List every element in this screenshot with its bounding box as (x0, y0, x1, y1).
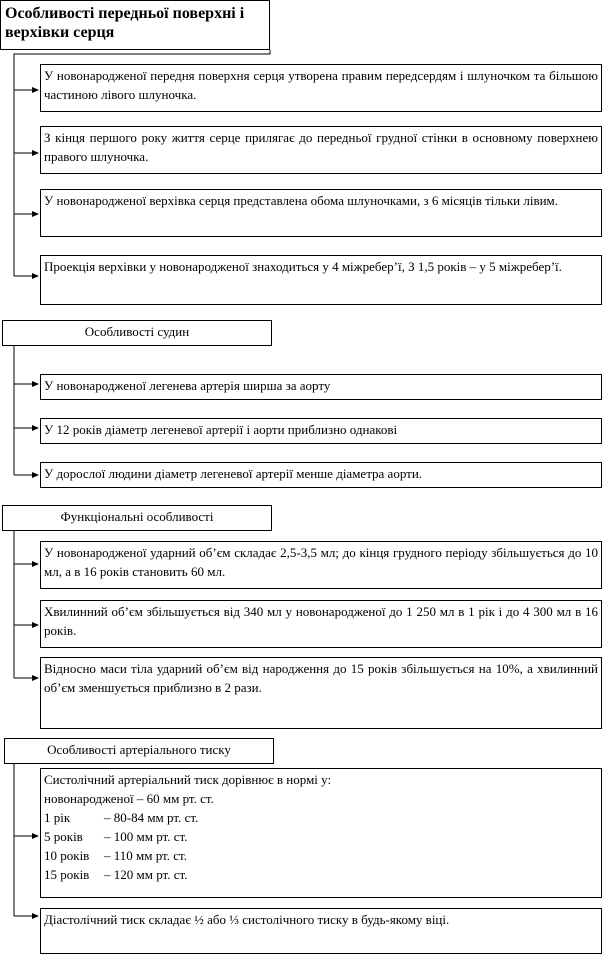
systolic-value: – 80-84 мм рт. ст. (104, 810, 199, 825)
item-box: У дорослої людини діаметр легеневої артерії менше діаметра аорти. (40, 462, 602, 488)
systolic-newborn: новонародженої – 60 мм рт. ст. (44, 791, 214, 806)
systolic-row (44, 808, 598, 827)
item-box: З кінця першого року життя серце прилягає до передньої грудної стінки в основному поверхнею правого шлуночка. (40, 126, 602, 174)
diastolic-box: Діастолічний тиск складає ½ або ⅓ систолічного тиску в будь-якому віці. (40, 908, 602, 954)
systolic-row (44, 865, 598, 884)
item-box: Хвилинний об’єм збільшується від 340 мл у новонародженої до 1 250 мл в 1 рік і до 4 300 мл в 16 років. (40, 600, 602, 648)
section-header-blood-pressure: Особливості артеріального тиску (4, 738, 274, 764)
systolic-age: 1 рік (44, 810, 71, 825)
systolic-value: – 120 мм рт. ст. (104, 867, 188, 882)
systolic-row (44, 827, 598, 846)
item-box: У новонародженої легенева артерія ширша за аорту (40, 374, 602, 400)
item-box: У новонародженої передня поверхня серця утворена правим передсердям і шлуночком та більшою частиною лівого шлуночка. (40, 64, 602, 112)
section-header-functional: Функціональні особливості (2, 505, 272, 531)
item-box: У новонародженої ударний об’єм складає 2,5-3,5 мл; до кінця грудного періоду збільшується до 10 мл, а в 16 років становить 60 мл. (40, 541, 602, 589)
systolic-value: – 110 мм рт. ст. (104, 848, 187, 863)
systolic-box (40, 768, 602, 898)
systolic-row (44, 846, 598, 865)
item-box: У новонародженої верхівка серця представлена обома шлуночками, з 6 місяців тільки лівим. (40, 189, 602, 237)
item-box: У 12 років діаметр легеневої артерії і аорти приблизно однакові (40, 418, 602, 444)
item-box: Відносно маси тіла ударний об’єм від народження до 15 років збільшується на 10%, а хвилинний об’єм зменшується приблизно в 2 рази. (40, 657, 602, 729)
item-box: Проекція верхівки у новонародженої знаходиться у 4 міжребер’ї, З 1,5 років – у 5 міжребер’ї. (40, 255, 602, 305)
systolic-age: 15 років (44, 867, 90, 882)
section-header-heart-surface: Особливості передньої поверхні і верхівки серця (0, 0, 270, 50)
systolic-age: 10 років (44, 848, 90, 863)
systolic-value: – 100 мм рт. ст. (104, 829, 188, 844)
systolic-age: 5 років (44, 829, 83, 844)
section-header-vessels: Особливості судин (2, 320, 272, 346)
systolic-intro: Систолічний артеріальний тиск дорівнює в нормі у: (44, 772, 332, 787)
